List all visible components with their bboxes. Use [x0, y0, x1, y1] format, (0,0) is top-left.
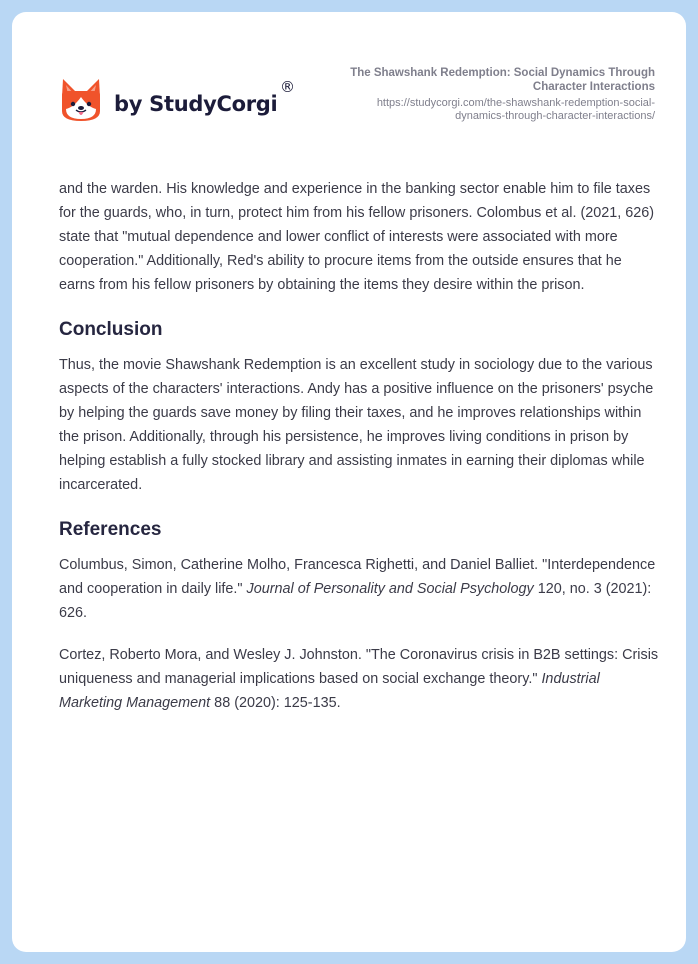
registered-mark: ® — [280, 78, 295, 96]
studycorgi-logo[interactable] — [60, 76, 295, 124]
conclusion-heading: Conclusion — [59, 319, 163, 340]
reference-entry — [59, 553, 659, 625]
corgi-logo-icon — [60, 77, 102, 123]
reference-details: 120, no. 3 (2021): 626. — [59, 581, 652, 621]
reference-journal: Industrial Marketing Management — [59, 671, 600, 711]
logo-wordmark: by StudyCorgi — [114, 92, 278, 116]
document-body — [59, 177, 659, 715]
document-url[interactable] — [295, 97, 655, 123]
reference-text: Columbus, Simon, Catherine Molho, Francesca Righetti, and Daniel Balliet. "Interdependence and cooperation in daily life." — [59, 557, 656, 597]
document-url-line-2[interactable]: dynamics-through-character-interactions/ — [455, 110, 655, 122]
document-title — [295, 66, 655, 94]
document-url-line-1[interactable]: https://studycorgi.com/the-shawshank-redemption-social- — [376, 97, 655, 109]
document-title-line-2: Character Interactions — [532, 81, 655, 93]
conclusion-paragraph: Thus, the movie Shawshank Redemption is an excellent study in sociology due to the various aspects of the characters' interactions. Andy has a positive influence on the prisoners' psyche by helping the guards save money by filing their taxes, and he improves relationships within the prison. Additionally, through his persistence, he improves living conditions in prison by helping establish a fully stocked library and assisting inmates in earning their diplomas while incarcerated. — [59, 357, 654, 493]
references-heading: References — [59, 519, 162, 540]
document-title-line-1: The Shawshank Redemption: Social Dynamics Through — [350, 67, 655, 79]
document-meta — [295, 66, 655, 123]
intro-paragraph: and the warden. His knowledge and experience in the banking sector enable him to file taxes for the guards, who, in turn, protect him from his fellow prisoners. Colombus et al. (2021, 626) state that "mutual dependence and lower conflict of interests were associated with more cooperation." Additionally, Red's ability to procure items from the outside ensures that he earns from his fellow prisoners by obtaining the items they desire within the prison. — [59, 181, 655, 293]
reference-journal: Journal of Personality and Social Psychology — [246, 581, 534, 597]
document-header — [12, 12, 686, 152]
reference-text: Cortez, Roberto Mora, and Wesley J. Johnston. "The Coronavirus crisis in B2B settings: Crisis uniqueness and managerial implications based on social exchange theory." — [59, 647, 659, 687]
reference-entry — [59, 643, 659, 715]
reference-details: 88 (2020): 125-135. — [210, 695, 341, 711]
document-card — [12, 12, 686, 952]
